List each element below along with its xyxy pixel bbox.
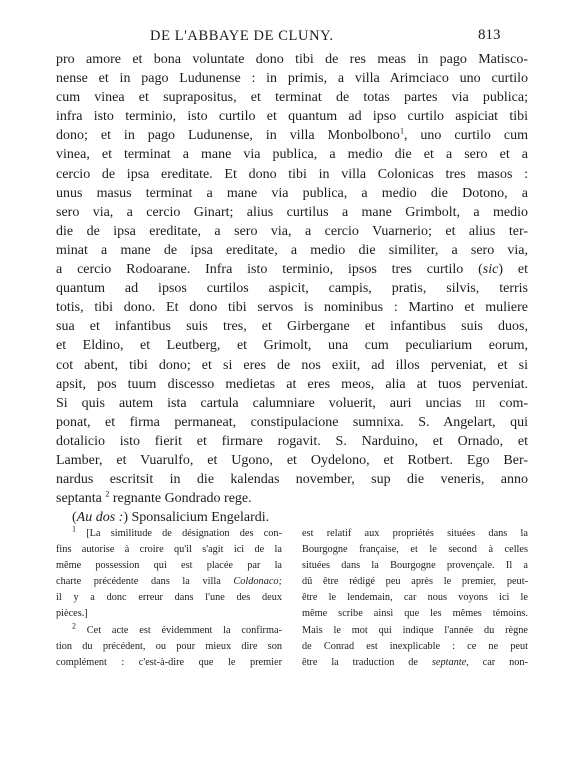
text-line: apsit, pos tuum discesso medietas at eres meos, alia at tuos perveniat. (56, 376, 528, 392)
text-line: pro amore et bona voluntate dono tibi de res meas in pago Matisco- (56, 52, 528, 67)
text-line: ponat, et firma permaneat, constipulacione sumnixa. S. Angelart, qui (56, 414, 528, 430)
footnote-line: il y a donc erreur dans l'une des deux (56, 592, 282, 604)
footnote-column-right (302, 526, 528, 671)
text-line: sua et infantibus suis tres, et Girbergane et infantibus suis duos, (56, 319, 528, 335)
footnote-number-1: 1 (72, 524, 76, 534)
footnote-ref-2: 2 (105, 489, 110, 499)
footnote-line: est relatif aux propriétés situées dans la (302, 528, 528, 539)
text-line: nense et in pago Ludunense : in primis, a villa Arimciaco uno curtilo (56, 71, 528, 87)
text-line: sero via, a cercio Ginart; alius curtilus a mane Grimbolt, a medio (56, 204, 528, 220)
text-line: totis, tibi dono. Et dono tibi servos is nominibus : Martino et muliere (56, 300, 528, 316)
text-line: cum vinea et suprapositus, et terminat de totas partes via publica; (56, 90, 528, 106)
footnote-line: être la traduction de septante, car non- (302, 656, 528, 668)
text-line: Lamber, et Vuarulfo, et Ugono, et Oydelono, et Rotbert. Ego Ber- (56, 452, 528, 468)
text-line: vinea, et terminat a mane via publica, a medio die et a sero et a (56, 147, 528, 163)
footnote-line: même possession qui est placée par la (56, 560, 282, 572)
text-line: cercio de ipsa ereditate. Et dono tibi in villa Colonicas tres masos : (56, 166, 528, 182)
text-line: die de ipsa ereditate, a sero via, a cercio Vuarnerio; et alius ter- (56, 223, 528, 239)
footnote-ref-1: 1 (399, 126, 404, 136)
footnote-line: de Conrad est inexplicable : ce ne peut (302, 640, 528, 652)
footnote-line: complément : c'est-à-dire que le premier (56, 656, 282, 668)
footnote-line: même scribe ainsi que les mêmes témoins. (302, 608, 528, 620)
footnote-line: $^1$ [La similitude de désignation des con- (72, 524, 282, 539)
footnote-line: être le lendemain, car nous voyons ici le (302, 592, 528, 604)
footnote-line: situées dans la Bourgogne provençale. Il a (302, 560, 528, 572)
footnote-line: tion du précédent, ou pour mieux dire son (56, 640, 282, 652)
footnote-number-2: 2 (72, 621, 76, 631)
text-line: quantum ad ipsos curtilos aspicit, campis, pratis, silvis, terris (56, 281, 528, 297)
text-line: dotalicio isto fierit et firmare rogavit. S. Narduino, et Ornado, et (56, 433, 528, 449)
text-line: et Eldino, et Leutberg, et Grimolt, una cum peculiarium eorum, (56, 338, 528, 354)
running-header: DE L'ABBAYE DE CLUNY. (150, 28, 334, 44)
text-line: septanta $^2$ regnante Gondrado rege. (56, 489, 252, 507)
sic-mark: sic (482, 262, 499, 278)
text-line: Si quis autem ista cartula calumniare voluerit, auri uncias iii com- (56, 395, 529, 411)
footnote-line: dû être rédigé peu après le premier, peut- (302, 576, 528, 588)
footnote-column-left (56, 526, 282, 671)
charter-text (56, 50, 528, 527)
footnote-line: fins autorise à croire qu'il s'agit ici de la (56, 544, 282, 556)
footnote-line: Bourgogne française, et le second à celles (302, 544, 528, 556)
text-line: minat a mane de ipsa ereditate, a medio die similiter, a sero via, (56, 242, 528, 258)
dorsal-note: (Au dos :) Sponsalicium Engelardi. (72, 510, 270, 526)
footnote-line: Mais le mot qui indique l'année du règne (302, 624, 528, 636)
footnote-line: charte précédente dans la villa Coldonaco; (56, 576, 282, 588)
text-line: a cercio Rodoarane. Infra isto terminio, ipsos tres curtilo (sic) et (56, 262, 528, 278)
text-line: infra isto terminio, isto curtilo et quantum ad ipso curtilo aspiciat tibi (56, 109, 528, 125)
page-number: 813 (478, 27, 501, 43)
dors-label: Au dos : (76, 510, 124, 526)
footnote-line: pièces.] (56, 608, 88, 620)
text-line: unus masus terminat a mane via publica, a medio die Dotono, a (56, 185, 528, 201)
text-line: cot abent, tibi dono; et si eres de nos exiit, ad illos perveniat, et si (56, 357, 528, 373)
text-line: dono; et in pago Ludunense, in villa Monbolbono$^1$, uno curtilo cum (56, 126, 528, 144)
roman-numeral: iii (475, 395, 486, 411)
footnote-line: $^2$ Cet acte est évidemment la confirma- (72, 621, 282, 636)
text-line: nardus escritsit in die kalendas november, sup die veneris, anno (56, 472, 528, 488)
